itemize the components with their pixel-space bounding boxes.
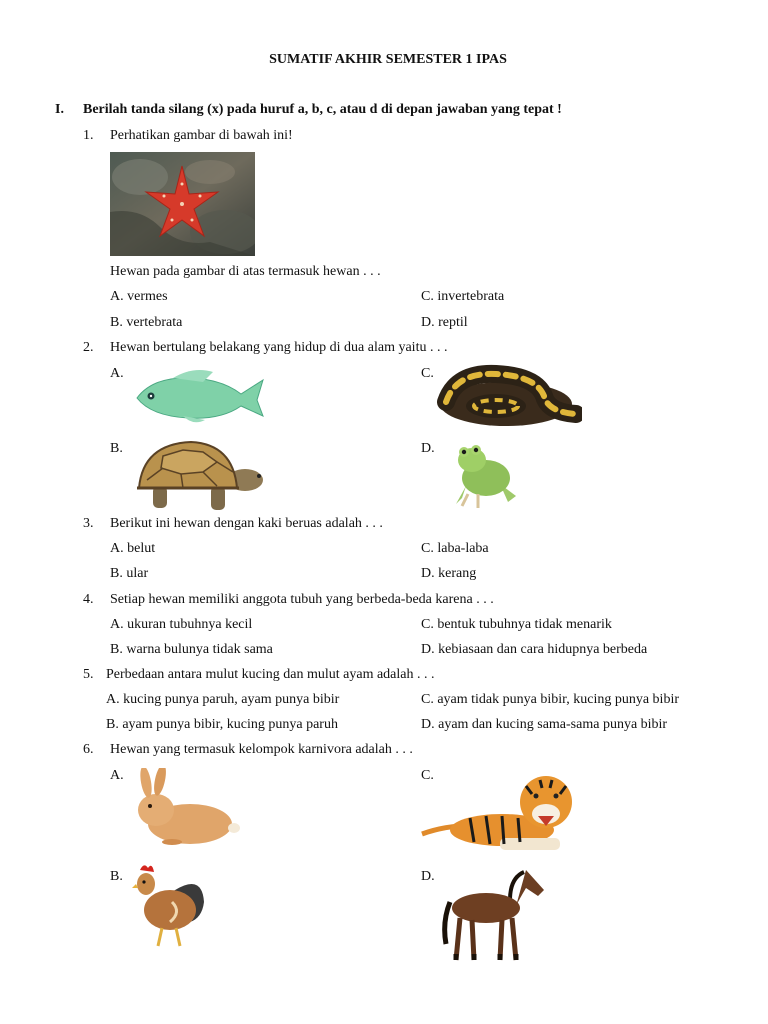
q6-option-c[interactable]: C. <box>421 768 434 783</box>
q3-text: Berikut ini hewan dengan kaki beruas adalah . . . <box>110 516 383 531</box>
q1-option-a[interactable]: A. vermes <box>110 289 168 304</box>
q2-option-d[interactable]: D. <box>421 441 435 456</box>
q4-text: Setiap hewan memiliki anggota tubuh yang berbeda-beda karena . . . <box>110 592 494 607</box>
q5-option-b[interactable]: B. ayam punya bibir, kucing punya paruh <box>106 717 338 732</box>
q6-option-a[interactable]: A. <box>110 768 124 783</box>
q4-option-c[interactable]: C. bentuk tubuhnya tidak menarik <box>421 617 612 632</box>
q5-option-d[interactable]: D. ayam dan kucing sama-sama punya bibir <box>421 717 668 732</box>
q3-option-a[interactable]: A. belut <box>110 541 156 556</box>
tiger-photo-icon <box>420 768 582 854</box>
q6-option-d[interactable]: D. <box>421 869 435 884</box>
q5-number: 5. <box>83 667 94 682</box>
q6-text: Hewan yang termasuk kelompok karnivora adalah . . . <box>110 742 413 757</box>
starfish-photo-icon <box>110 152 255 256</box>
horse-photo-icon <box>440 866 552 964</box>
q2-number: 2. <box>83 340 94 355</box>
q6-option-b[interactable]: B. <box>110 869 123 884</box>
q2-option-b[interactable]: B. <box>110 441 123 456</box>
q1-number: 1. <box>83 128 94 143</box>
q2-option-c[interactable]: C. <box>421 366 434 381</box>
page-title: SUMATIF AKHIR SEMESTER 1 IPAS <box>269 52 507 67</box>
q6-number: 6. <box>83 742 94 757</box>
q4-option-d[interactable]: D. kebiasaan dan cara hidupnya berbeda <box>421 642 648 657</box>
q3-number: 3. <box>83 516 94 531</box>
section-instruction: Berilah tanda silang (x) pada huruf a, b, c, atau d di depan jawaban yang tepat ! <box>83 102 562 117</box>
q1-text: Perhatikan gambar di bawah ini! <box>110 128 293 143</box>
python-snake-photo-icon <box>436 362 582 430</box>
rooster-photo-icon <box>132 862 208 948</box>
q3-option-c[interactable]: C. laba-laba <box>421 541 489 556</box>
q1-option-b[interactable]: B. vertebrata <box>110 315 183 330</box>
q4-option-b[interactable]: B. warna bulunya tidak sama <box>110 642 273 657</box>
q4-option-a[interactable]: A. ukuran tubuhnya kecil <box>110 617 253 632</box>
q5-option-a[interactable]: A. kucing punya paruh, ayam punya bibir <box>106 692 340 707</box>
fish-photo-icon <box>133 366 265 426</box>
q5-text: Perbedaan antara mulut kucing dan mulut ayam adalah . . . <box>106 667 435 682</box>
rabbit-photo-icon <box>132 768 240 846</box>
q1-option-c[interactable]: C. invertebrata <box>421 289 505 304</box>
q1-option-d[interactable]: D. reptil <box>421 315 468 330</box>
turtle-photo-icon <box>133 436 275 514</box>
q4-number: 4. <box>83 592 94 607</box>
q2-option-a[interactable]: A. <box>110 366 124 381</box>
section-number: I. <box>55 102 64 117</box>
q2-text: Hewan bertulang belakang yang hidup di dua alam yaitu . . . <box>110 340 448 355</box>
q3-option-b[interactable]: B. ular <box>110 566 149 581</box>
q5-option-c[interactable]: C. ayam tidak punya bibir, kucing punya bibir <box>421 692 680 707</box>
q1-stem: Hewan pada gambar di atas termasuk hewan . . . <box>110 264 381 279</box>
frog-photo-icon <box>448 438 522 510</box>
q3-option-d[interactable]: D. kerang <box>421 566 477 581</box>
